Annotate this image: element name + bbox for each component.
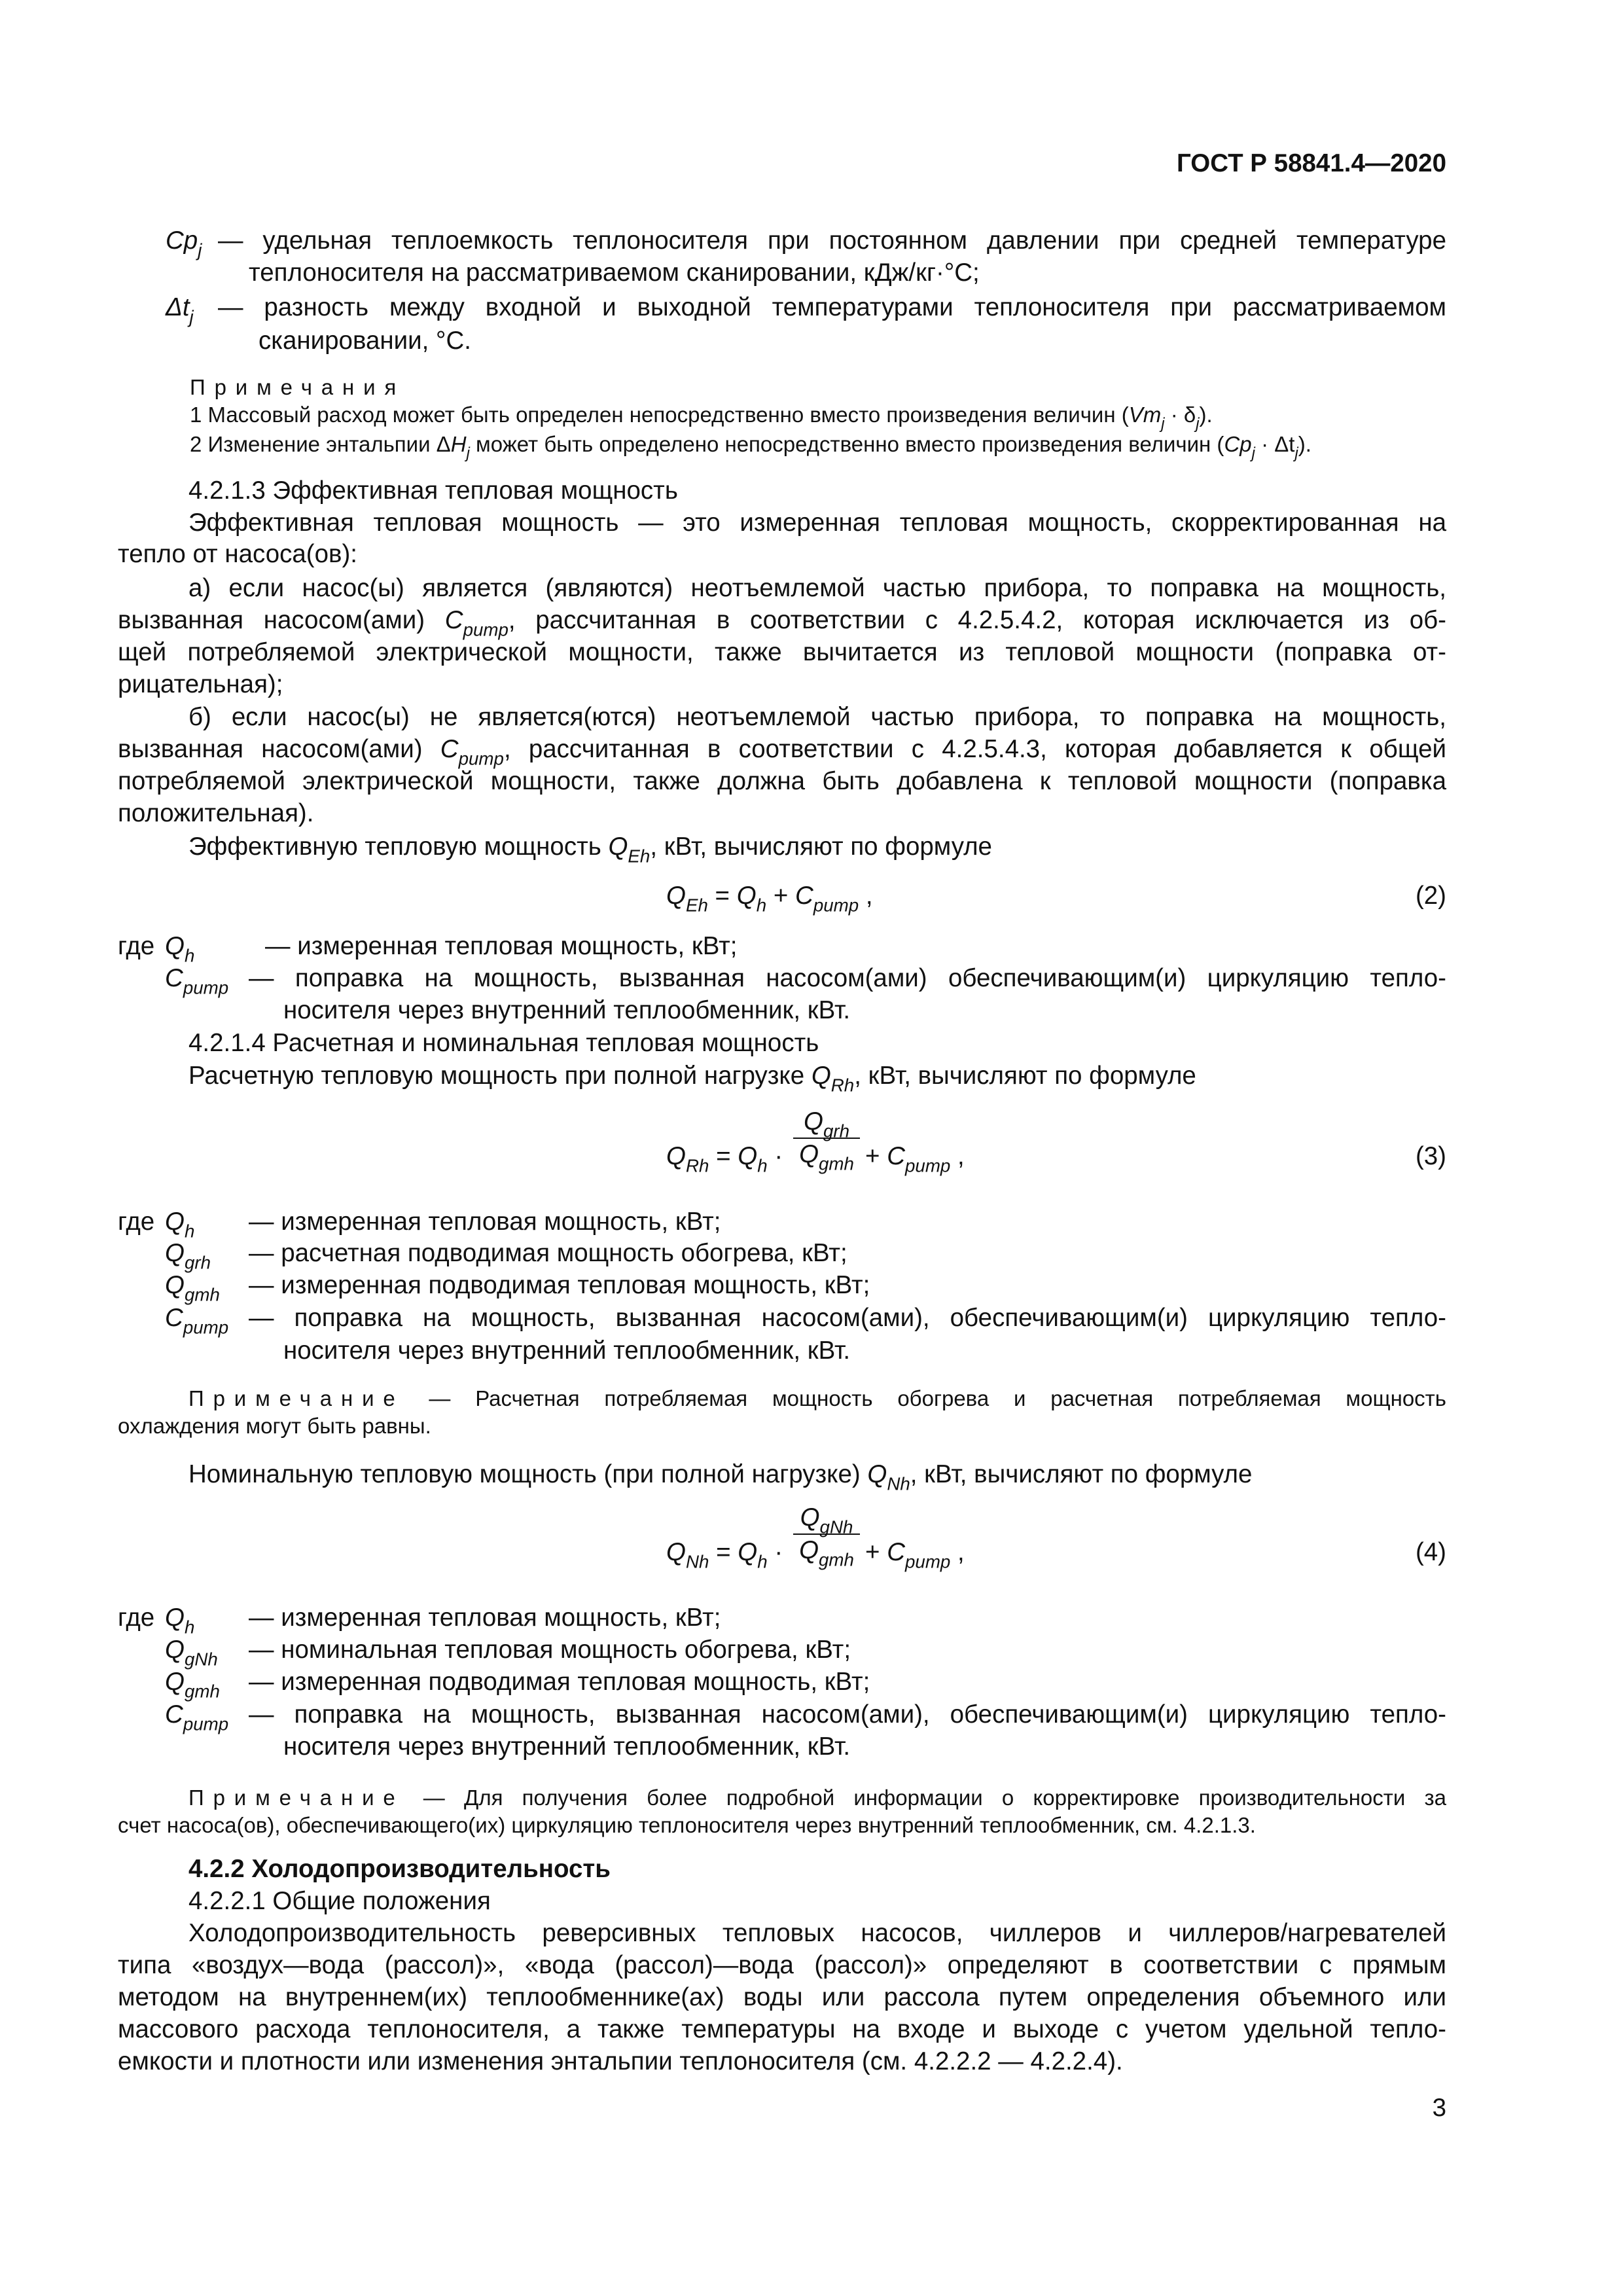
where-sym-qh: $Q_h$ <box>165 932 195 966</box>
where4-def-4-cont: носителя через внутренний теплообменник, кВт. <box>283 1732 851 1761</box>
equation-4-fraction <box>793 1502 860 1570</box>
item-b-line1: б) если насос(ы) не является(ются) неотъемлемой частью прибора, то поправка на мощность, <box>188 703 1446 731</box>
heading-422: 4.2.2 Холодопроизводительность <box>188 1855 611 1883</box>
where-label-4: где <box>118 1604 155 1632</box>
def-cp-cont: теплоносителя на рассматриваемом сканировании, кДж/кг·°С; <box>249 259 980 287</box>
item-a-line4: рицательная); <box>118 670 283 698</box>
where-label: где <box>118 932 155 960</box>
equation-4-denominator: $Q_{gmh}$ <box>799 1536 854 1570</box>
where3-sym-2: $Q_{grh}$ <box>165 1239 211 1273</box>
heading-4221: 4.2.2.1 Общие положения <box>188 1887 491 1915</box>
equation-3-lhs: $Q_{Rh} = Q_h$ · <box>666 1142 783 1176</box>
para-4213-1b: тепло от насоса(ов): <box>118 540 357 568</box>
equation-4-lhs: $Q_{Nh} = Q_h$ · <box>666 1538 783 1572</box>
note-calc-power: Примечание — Расчетная потребляемая мощность обогрева и расчетная потребляемая мощность <box>188 1386 1446 1410</box>
where4-def-4: — поправка на мощность, вызванная насосом(ами), обеспечивающим(и) циркуляцию тепло- <box>249 1700 1446 1729</box>
where3-sym-4: $C_{pump}$ <box>165 1304 229 1338</box>
item-b-line4: положительная). <box>118 799 314 827</box>
def-delta-t-cont: сканировании, °С. <box>259 327 471 355</box>
equation-4-number: (4) <box>1415 1538 1446 1566</box>
page-number: 3 <box>1432 2094 1446 2122</box>
where4-sym-3: $Q_{gmh}$ <box>165 1668 220 1702</box>
where4-def-1: — измеренная тепловая мощность, кВт; <box>249 1604 721 1632</box>
where3-def-3: — измеренная подводимая тепловая мощность, кВт; <box>249 1271 870 1299</box>
heading-4213: 4.2.1.3 Эффективная тепловая мощность <box>188 476 678 505</box>
note-calc-power-cont: охлаждения могут быть равны. <box>118 1414 431 1438</box>
para-4221-5: емкости и плотности или изменения энтальпии теплоносителя (см. 4.2.2.2 — 4.2.2.4). <box>118 2047 1123 2075</box>
where-sym-cpump: $C_{pump}$ <box>165 964 229 998</box>
def-delta-t-text: — разность между входной и выходной температурами теплоносителя при рассматриваемом <box>218 293 1446 321</box>
def-cp-text: — удельная теплоемкость теплоносителя при постоянном давлении при средней температуре <box>218 226 1446 255</box>
equation-2-number: (2) <box>1415 882 1446 910</box>
where3-def-2: — расчетная подводимая мощность обогрева, кВт; <box>249 1239 847 1267</box>
para-4221-1: Холодопроизводительность реверсивных тепловых насосов, чиллеров и чиллеров/нагревателей <box>188 1919 1446 1947</box>
equation-3-denominator: $Q_{gmh}$ <box>799 1140 854 1174</box>
where4-sym-2: $Q_{gNh}$ <box>165 1636 218 1670</box>
equation-3-numerator: $Q_{grh}$ <box>803 1107 849 1141</box>
item-a-line2: вызванная насосом(ами) $C_{pump}$, рассчитанная в соответствии с 4.2.5.4.2, которая исключается из об- <box>118 606 1446 640</box>
where3-def-4: — поправка на мощность, вызванная насосом(ами), обеспечивающим(и) циркуляцию тепло- <box>249 1304 1446 1332</box>
heading-4214: 4.2.1.4 Расчетная и номинальная тепловая мощность <box>188 1029 819 1057</box>
item-a-line3: щей потребляемой электрической мощности, также вычитается из тепловой мощности (поправка от- <box>118 638 1446 666</box>
note-pump-correction: Примечание — Для получения более подробной информации о корректировке производительности за <box>188 1785 1446 1810</box>
equation-2: $Q_{Eh} = Q_h + C_{pump}$ , <box>666 882 873 916</box>
where-def-qh: — измеренная тепловая мощность, кВт; <box>265 932 738 960</box>
note-2: 2 Изменение энтальпии $\Delta H_j$ может быть определено непосредственно вместо произведения величин $(Cp_j \cdot \Delta t_j)$. <box>190 432 1311 462</box>
para-4213-1: Эффективная тепловая мощность — это измеренная тепловая мощность, скорректированная на <box>188 509 1446 537</box>
where-def-cpump: — поправка на мощность, вызванная насосом(ами) обеспечивающим(и) циркуляцию тепло- <box>249 964 1446 992</box>
para-4221-2: типа «воздух—вода (рассол)», «вода (рассол)—вода (рассол)» определяют в соответствии с прямым <box>118 1951 1446 1979</box>
para-4221-3: методом на внутреннем(их) теплообменнике(ах) воды или рассола путем определения объемного или <box>118 1983 1446 2011</box>
formula-3-intro: Расчетную тепловую мощность при полной нагрузке $Q_{Rh}$, кВт, вычисляют по формуле <box>188 1062 1196 1096</box>
para-4221-4: массового расхода теплоносителя, а также температуры на входе и выходе с учетом удельной тепло- <box>118 2015 1446 2043</box>
equation-3-rhs: + $C_{pump}$ , <box>865 1142 965 1176</box>
where3-def-1: — измеренная тепловая мощность, кВт; <box>249 1208 721 1236</box>
where3-sym-3: $Q_{gmh}$ <box>165 1271 220 1305</box>
notes-title: Примечания <box>190 375 406 399</box>
equation-4-rhs: + $C_{pump}$ , <box>865 1538 965 1572</box>
where-label-3: где <box>118 1208 155 1236</box>
item-a-line1: а) если насос(ы) является (являются) неотъемлемой частью прибора, то поправка на мощность, <box>188 574 1446 602</box>
document-code: ГОСТ Р 58841.4—2020 <box>1176 149 1446 177</box>
formula-2-intro: Эффективную тепловую мощность $Q_{Eh}$, кВт, вычисляют по формуле <box>188 833 992 867</box>
item-b-line3: потребляемой электрической мощности, также должна быть добавлена к тепловой мощности (поправка <box>118 767 1446 795</box>
where4-sym-1: $Q_h$ <box>165 1604 195 1638</box>
symbol-delta-t: $\Delta t_j$ <box>166 293 194 327</box>
where4-def-3: — измеренная подводимая тепловая мощность, кВт; <box>249 1668 870 1696</box>
note-1: 1 Массовый расход может быть определен непосредственно вместо произведения величин $(Vm_j \cdot \delta_j)$. <box>190 403 1213 433</box>
symbol-cp: $Cp_j$ <box>166 226 202 260</box>
where4-def-2: — номинальная тепловая мощность обогрева, кВт; <box>249 1636 851 1664</box>
where4-sym-4: $C_{pump}$ <box>165 1700 229 1734</box>
formula-4-intro: Номинальную тепловую мощность (при полной нагрузке) $Q_{Nh}$, кВт, вычисляют по формуле <box>188 1460 1253 1494</box>
where3-sym-1: $Q_h$ <box>165 1208 195 1242</box>
equation-4-numerator: $Q_{gNh}$ <box>800 1503 853 1537</box>
equation-3-fraction <box>793 1106 860 1174</box>
equation-3-number: (3) <box>1415 1142 1446 1170</box>
note-pump-correction-cont: счет насоса(ов), обеспечивающего(их) циркуляцию теплоносителя через внутренний теплообменник, см. 4.2.1.3. <box>118 1813 1256 1837</box>
where3-def-4-cont: носителя через внутренний теплообменник, кВт. <box>283 1336 851 1365</box>
item-b-line2: вызванная насосом(ами) $C_{pump}$, рассчитанная в соответствии с 4.2.5.4.3, которая добавляется к общей <box>118 735 1446 769</box>
where-def-cpump-cont: носителя через внутренний теплообменник, кВт. <box>283 996 851 1024</box>
